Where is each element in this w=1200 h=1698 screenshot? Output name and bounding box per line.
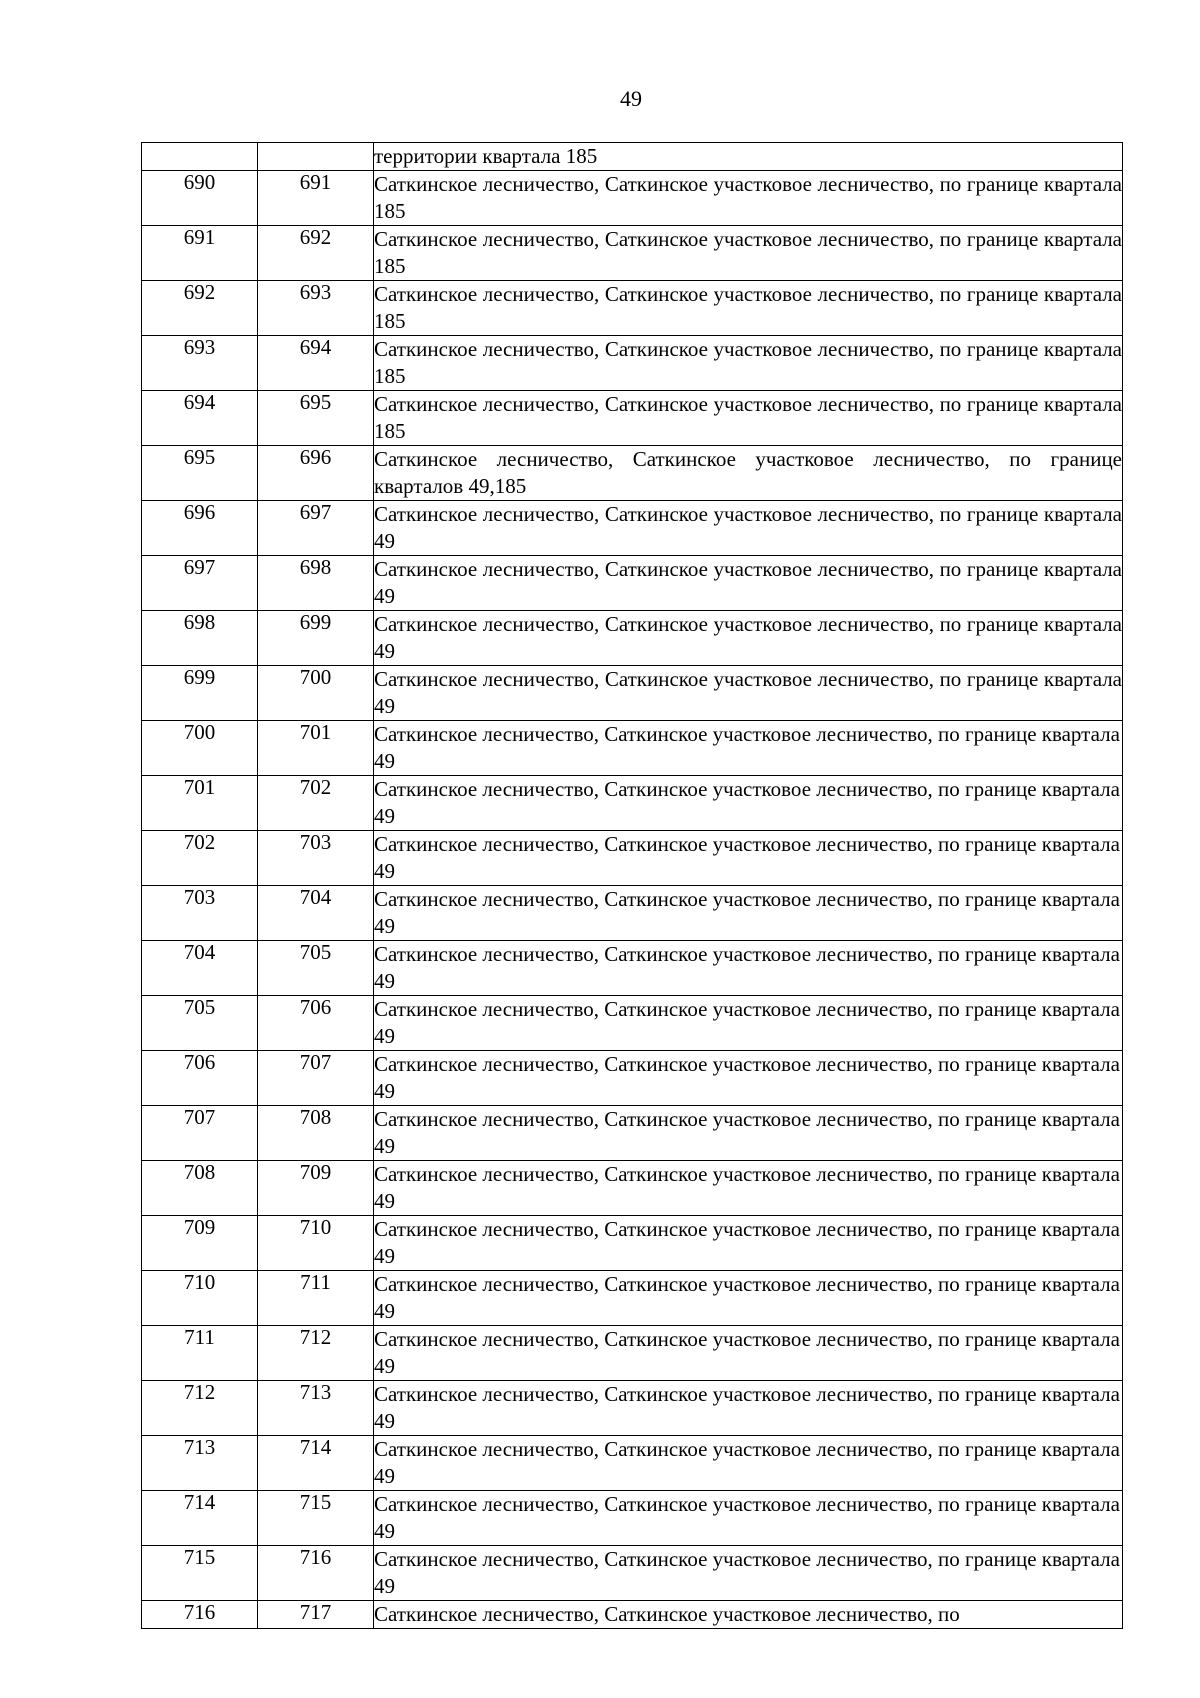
point-from-cell: 706 [142, 1051, 258, 1106]
description-cell [374, 1161, 1123, 1216]
description-text: Саткинское лесничество, Саткинское участковое лесничество, по границе квартала 185 [374, 392, 1122, 443]
table-row [142, 556, 1123, 611]
point-from-cell: 711 [142, 1326, 258, 1381]
description-text: Саткинское лесничество, Саткинское участковое лесничество, по границе квартала 49 [374, 1217, 1120, 1268]
point-to-cell: 697 [258, 501, 374, 556]
point-from-cell: 694 [142, 391, 258, 446]
point-to-cell: 693 [258, 281, 374, 336]
point-from-cell: 698 [142, 611, 258, 666]
table-row [142, 1601, 1123, 1629]
point-to-cell: 701 [258, 721, 374, 776]
description-cell [374, 1271, 1123, 1326]
table-row [142, 501, 1123, 556]
point-to-cell: 694 [258, 336, 374, 391]
description-text: Саткинское лесничество, Саткинское участковое лесничество, по границе квартала 49 [374, 1327, 1120, 1378]
description-cell [374, 1051, 1123, 1106]
point-from-cell: 709 [142, 1216, 258, 1271]
point-from-cell: 707 [142, 1106, 258, 1161]
description-text: Саткинское лесничество, Саткинское участковое лесничество, по границе квартала 49 [374, 777, 1120, 828]
table-row [142, 1546, 1123, 1601]
description-cell [374, 281, 1123, 336]
point-from-cell: 691 [142, 226, 258, 281]
table-row [142, 1051, 1123, 1106]
table-row [142, 1161, 1123, 1216]
description-text: Саткинское лесничество, Саткинское участковое лесничество, по границе квартала 49 [374, 942, 1120, 993]
table-row [142, 171, 1123, 226]
description-cell [374, 996, 1123, 1051]
boundary-table [141, 142, 1123, 1629]
description-text: Саткинское лесничество, Саткинское участковое лесничество, по [374, 1602, 960, 1626]
table-row [142, 446, 1123, 501]
description-cell [374, 1601, 1123, 1629]
point-from-cell: 712 [142, 1381, 258, 1436]
page-number: 49 [620, 86, 642, 111]
description-cell [374, 336, 1123, 391]
description-text: территории квартала 185 [374, 144, 598, 168]
description-text: Саткинское лесничество, Саткинское участковое лесничество, по границе квартала 49 [374, 1437, 1120, 1488]
point-to-cell: 703 [258, 831, 374, 886]
description-text: Саткинское лесничество, Саткинское участковое лесничество, по границе квартала 185 [374, 172, 1122, 223]
table-row [142, 1271, 1123, 1326]
point-to-cell: 700 [258, 666, 374, 721]
description-cell [374, 611, 1123, 666]
point-from-cell: 716 [142, 1601, 258, 1629]
point-to-cell: 711 [258, 1271, 374, 1326]
point-from-cell: 697 [142, 556, 258, 611]
point-from-cell: 702 [142, 831, 258, 886]
point-from-cell: 714 [142, 1491, 258, 1546]
table-row [142, 886, 1123, 941]
description-cell [374, 776, 1123, 831]
point-from-cell: 700 [142, 721, 258, 776]
description-cell [374, 1381, 1123, 1436]
description-cell [374, 226, 1123, 281]
point-from-cell: 704 [142, 941, 258, 996]
point-from-cell [142, 143, 258, 171]
point-to-cell: 706 [258, 996, 374, 1051]
table-row [142, 226, 1123, 281]
point-to-cell: 717 [258, 1601, 374, 1629]
point-from-cell: 693 [142, 336, 258, 391]
point-from-cell: 690 [142, 171, 258, 226]
description-text: Саткинское лесничество, Саткинское участковое лесничество, по границе квартала 49 [374, 887, 1120, 938]
description-cell [374, 886, 1123, 941]
point-to-cell: 715 [258, 1491, 374, 1546]
description-cell [374, 941, 1123, 996]
description-text: Саткинское лесничество, Саткинское участковое лесничество, по границе квартала 49 [374, 722, 1120, 773]
description-text: Саткинское лесничество, Саткинское участковое лесничество, по границе квартала 185 [374, 282, 1122, 333]
table-row [142, 666, 1123, 721]
description-cell [374, 1216, 1123, 1271]
point-to-cell: 702 [258, 776, 374, 831]
description-text: Саткинское лесничество, Саткинское участковое лесничество, по границе квартала 49 [374, 612, 1122, 663]
description-cell [374, 1326, 1123, 1381]
table-row [142, 1216, 1123, 1271]
table-row [142, 143, 1123, 171]
point-from-cell: 708 [142, 1161, 258, 1216]
point-to-cell: 696 [258, 446, 374, 501]
point-from-cell: 710 [142, 1271, 258, 1326]
point-from-cell: 699 [142, 666, 258, 721]
point-from-cell: 705 [142, 996, 258, 1051]
description-text: Саткинское лесничество, Саткинское участковое лесничество, по границе квартала 49 [374, 832, 1120, 883]
description-text: Саткинское лесничество, Саткинское участковое лесничество, по границе квартала 49 [374, 1162, 1120, 1213]
description-cell [374, 1436, 1123, 1491]
point-to-cell: 710 [258, 1216, 374, 1271]
table-row [142, 1106, 1123, 1161]
table-row [142, 336, 1123, 391]
point-from-cell: 703 [142, 886, 258, 941]
table-row [142, 776, 1123, 831]
point-from-cell: 695 [142, 446, 258, 501]
table-row [142, 941, 1123, 996]
description-text: Саткинское лесничество, Саткинское участковое лесничество, по границе квартала 185 [374, 337, 1122, 388]
description-text: Саткинское лесничество, Саткинское участковое лесничество, по границе квартала 49 [374, 1547, 1120, 1598]
table-row [142, 721, 1123, 776]
description-text: Саткинское лесничество, Саткинское участковое лесничество, по границе кварталов 49,185 [374, 447, 1122, 498]
point-to-cell: 698 [258, 556, 374, 611]
point-to-cell: 709 [258, 1161, 374, 1216]
description-cell [374, 556, 1123, 611]
table-row [142, 1326, 1123, 1381]
table-row [142, 1436, 1123, 1491]
description-text: Саткинское лесничество, Саткинское участковое лесничество, по границе квартала 49 [374, 1382, 1120, 1433]
table-row [142, 1491, 1123, 1546]
point-to-cell [258, 143, 374, 171]
point-to-cell: 716 [258, 1546, 374, 1601]
point-from-cell: 713 [142, 1436, 258, 1491]
description-text: Саткинское лесничество, Саткинское участковое лесничество, по границе квартала 49 [374, 1107, 1120, 1158]
description-cell [374, 666, 1123, 721]
description-cell [374, 171, 1123, 226]
description-cell [374, 446, 1123, 501]
point-to-cell: 707 [258, 1051, 374, 1106]
point-to-cell: 704 [258, 886, 374, 941]
table-row [142, 391, 1123, 446]
description-cell [374, 391, 1123, 446]
description-text: Саткинское лесничество, Саткинское участковое лесничество, по границе квартала 185 [374, 227, 1122, 278]
description-cell [374, 143, 1123, 171]
description-cell [374, 1106, 1123, 1161]
table-row [142, 611, 1123, 666]
point-to-cell: 714 [258, 1436, 374, 1491]
description-text: Саткинское лесничество, Саткинское участковое лесничество, по границе квартала 49 [374, 1272, 1120, 1323]
description-cell [374, 831, 1123, 886]
point-from-cell: 696 [142, 501, 258, 556]
description-text: Саткинское лесничество, Саткинское участковое лесничество, по границе квартала 49 [374, 502, 1122, 553]
table-row [142, 1381, 1123, 1436]
description-cell [374, 1546, 1123, 1601]
table-row [142, 996, 1123, 1051]
point-to-cell: 692 [258, 226, 374, 281]
point-to-cell: 708 [258, 1106, 374, 1161]
description-text: Саткинское лесничество, Саткинское участковое лесничество, по границе квартала 49 [374, 667, 1122, 718]
point-to-cell: 691 [258, 171, 374, 226]
point-from-cell: 701 [142, 776, 258, 831]
description-cell [374, 501, 1123, 556]
point-to-cell: 699 [258, 611, 374, 666]
description-text: Саткинское лесничество, Саткинское участковое лесничество, по границе квартала 49 [374, 1492, 1120, 1543]
point-to-cell: 712 [258, 1326, 374, 1381]
point-to-cell: 695 [258, 391, 374, 446]
table-row [142, 831, 1123, 886]
description-text: Саткинское лесничество, Саткинское участковое лесничество, по границе квартала 49 [374, 557, 1122, 608]
description-cell [374, 1491, 1123, 1546]
point-from-cell: 715 [142, 1546, 258, 1601]
point-to-cell: 705 [258, 941, 374, 996]
description-text: Саткинское лесничество, Саткинское участковое лесничество, по границе квартала 49 [374, 1052, 1120, 1103]
table-row [142, 281, 1123, 336]
point-from-cell: 692 [142, 281, 258, 336]
description-text: Саткинское лесничество, Саткинское участковое лесничество, по границе квартала 49 [374, 997, 1120, 1048]
description-cell [374, 721, 1123, 776]
table-body [142, 143, 1123, 1629]
point-to-cell: 713 [258, 1381, 374, 1436]
